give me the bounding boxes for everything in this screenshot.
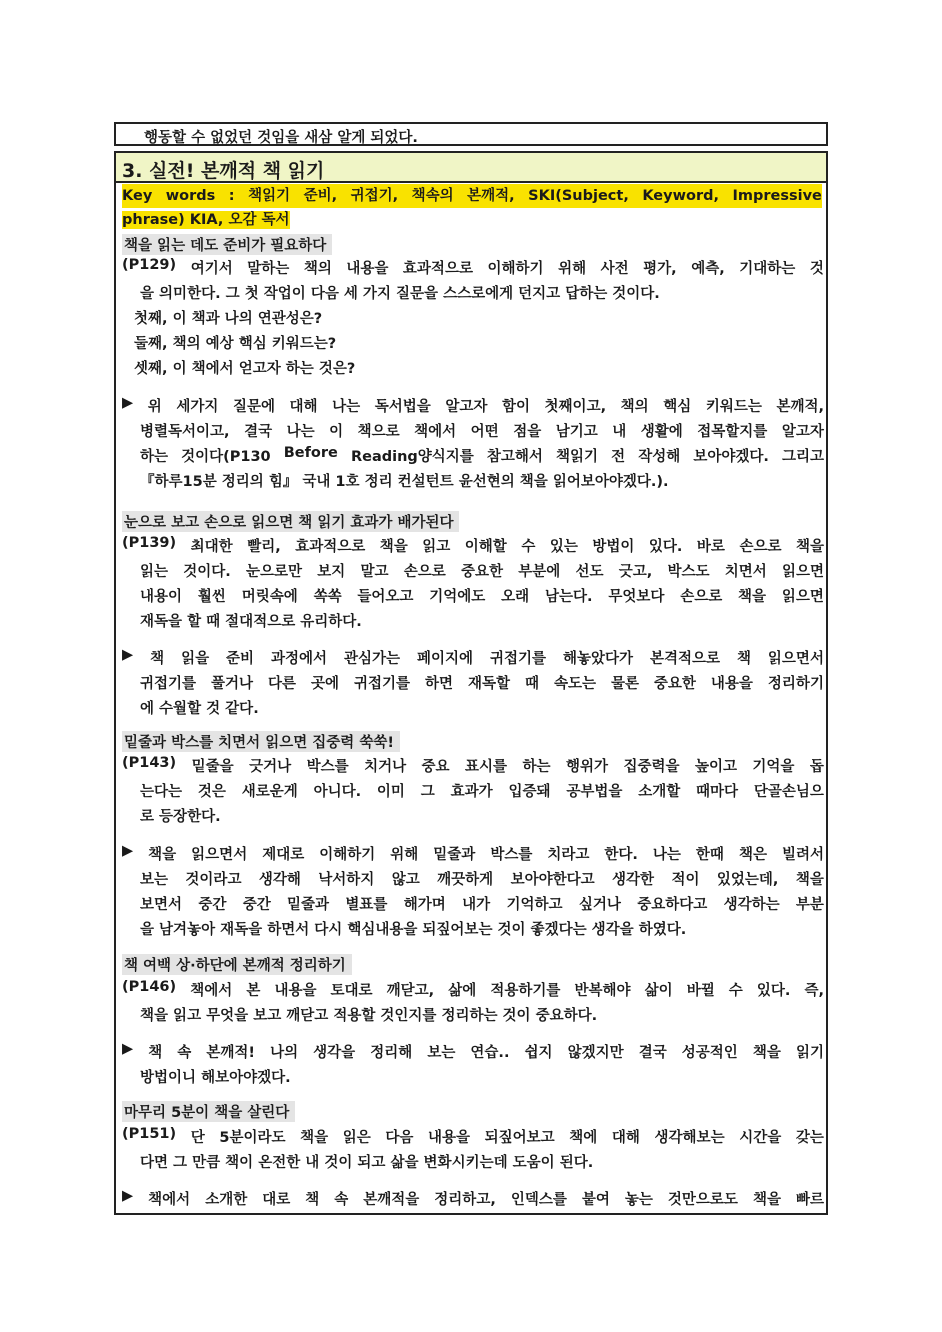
subsection-heading: 눈으로 보고 손으로 읽으면 책 읽기 효과가 배가된다 [122, 511, 459, 532]
quote-line: 읽는 것이다. 눈으로만 보지 말고 손으로 중요한 부분에 선도 긋고, 박스도 치면서 읽으면 [140, 564, 824, 580]
quote-line: 책을 읽고 무엇을 보고 깨닫고 적용할 것인지를 정리하는 것이 중요하다. [140, 1008, 598, 1024]
note-line: ▶ 책에서 소개한 대로 책 속 본깨적을 정리하고, 인덱스를 붙여 놓는 것만으로도 책을 빠르 [122, 1188, 824, 1208]
quote-line: (P151) 단 5분이라도 책을 읽은 다음 내용을 되짚어보고 책에 대해 생각해보는 시간을 갖는 [122, 1126, 824, 1146]
keyword-word: 귀접기, [350, 188, 399, 204]
note-line: ▶ 책 읽을 준비 과정에서 관심가는 페이지에 귀접기를 해놓았다가 본격적으로 책 읽으면서 [122, 647, 824, 667]
quote-line: 을 의미한다. 그 첫 작업이 다음 세 가지 질문을 스스로에게 던지고 답하는 것이다. [140, 286, 660, 302]
continuation-text: 행동할 수 없었던 것임을 새삼 알게 되었다. [144, 130, 418, 146]
section-box [114, 151, 828, 1215]
section-title: 3. 실전! 본깨적 책 읽기 [122, 160, 325, 182]
quote-line: (P129) 여기서 말하는 책의 내용을 효과적으로 이해하기 위해 사전 평가, 예측, 기대하는 것 [122, 257, 824, 277]
quote-line: (P146) 책에서 본 내용을 토대로 깨닫고, 삶에 적용하기를 반복해야 삶이 바뀔 수 있다. 즉, [122, 979, 824, 999]
note-line: 귀접기를 풀거나 다른 곳에 귀접기를 하면 재독할 때 속도는 물론 중요한 내용을 정리하기 [140, 676, 824, 692]
section-title-bar [116, 153, 826, 183]
keywords [122, 184, 822, 232]
question-item: 첫째, 이 책과 나의 연관성은? [134, 311, 323, 327]
keyword-word: 책읽기 [248, 188, 291, 204]
keyword-word: : [228, 188, 235, 204]
keyword-word: 본깨적, [467, 188, 515, 204]
keyword-word: SKI(Subject, [528, 188, 629, 204]
note-line: 병렬독서이고, 결국 나는 이 책으로 책에서 어떤 점을 남기고 내 생활에 접목할지를 알고자 [140, 424, 824, 440]
keywords-line-1 [122, 184, 822, 208]
subsection-heading: 밑줄과 박스를 치면서 읽으면 집중력 쑥쑥! [122, 731, 400, 752]
subsection-heading: 마무리 5분이 책을 살린다 [122, 1101, 295, 1122]
quote-line: 다면 그 만큼 책이 온전한 내 것이 되고 삶을 변화시키는데 도움이 된다. [140, 1155, 594, 1171]
note-line: 보면서 중간 중간 밑줄과 별표를 해가며 내가 기억하고 싶거나 중요하다고 생각하는 부분 [140, 897, 824, 913]
note-line: 『하루15분 정리의 힘』 국내 1호 정리 컨설턴트 윤선현의 책을 읽어보아야겠다.). [140, 474, 669, 490]
subsection-heading: 책 여백 상·하단에 본깨적 정리하기 [122, 954, 352, 975]
quote-line: (P143) 밑줄을 긋거나 박스를 치거나 중요 표시를 하는 행위가 집중력을 높이고 기억을 돕 [122, 755, 824, 775]
keyword-word: 책속의 [411, 188, 454, 204]
quote-line: 로 등장한다. [140, 809, 221, 825]
keyword-word: words [165, 188, 216, 204]
quote-line: 는다는 것은 새로운게 아니다. 이미 그 효과가 입증돼 공부법을 소개할 때마다 단골손님으 [140, 784, 824, 800]
keyword-word: 준비, [303, 188, 338, 204]
note-line: 방법이니 해보아야겠다. [140, 1070, 291, 1086]
keyword-word: Keyword, [642, 188, 719, 204]
note-line: ▶ 책을 읽으면서 제대로 이해하기 위해 밑줄과 박스를 치라고 한다. 나는 한때 책은 빌려서 [122, 843, 824, 863]
note-line: 보는 것이라고 생각해 낙서하지 않고 깨끗하게 보아야한다고 생각한 적이 있었는데, 책을 [140, 872, 824, 888]
question-item: 둘째, 책의 예상 핵심 키워드는? [134, 336, 337, 352]
quote-line: 재독을 할 때 절대적으로 유리하다. [140, 614, 362, 630]
note-line: 을 남겨놓아 재독을 하면서 다시 핵심내용을 되짚어보는 것이 좋겠다는 생각을 하였다. [140, 922, 687, 938]
keywords-line-2: phrase) KIA, 오감 독서 [122, 212, 290, 228]
quote-line: 내용이 훨씬 머릿속에 쏙쏙 들어오고 기억에도 오래 남는다. 무엇보다 손으로 책을 읽으면 [140, 589, 824, 605]
note-line: ▶ 위 세가지 질문에 대해 나는 독서법을 알고자 함이 첫째이고, 책의 핵심 키워드는 본깨적, [122, 395, 824, 415]
note-line: ▶ 책 속 본깨적! 나의 생각을 정리해 보는 연습.. 쉽지 않겠지만 결국 성공적인 책을 읽기 [122, 1041, 824, 1061]
quote-line: (P139) 최대한 빨리, 효과적으로 책을 읽고 이해할 수 있는 방법이 있다. 바로 손으로 책을 [122, 535, 824, 555]
question-item: 셋째, 이 책에서 얻고자 하는 것은? [134, 361, 356, 377]
note-line: 에 수월할 것 같다. [140, 701, 259, 717]
note-line: 하는 것이다(P130 Before Reading양식지를 참고해서 책읽기 전 작성해 보아야겠다. 그리고 [140, 445, 824, 465]
keyword-word: Impressive [732, 188, 822, 204]
continuation-box [114, 122, 828, 146]
keyword-word: Key [122, 188, 153, 204]
subsection-heading: 책을 읽는 데도 준비가 필요하다 [122, 234, 332, 255]
